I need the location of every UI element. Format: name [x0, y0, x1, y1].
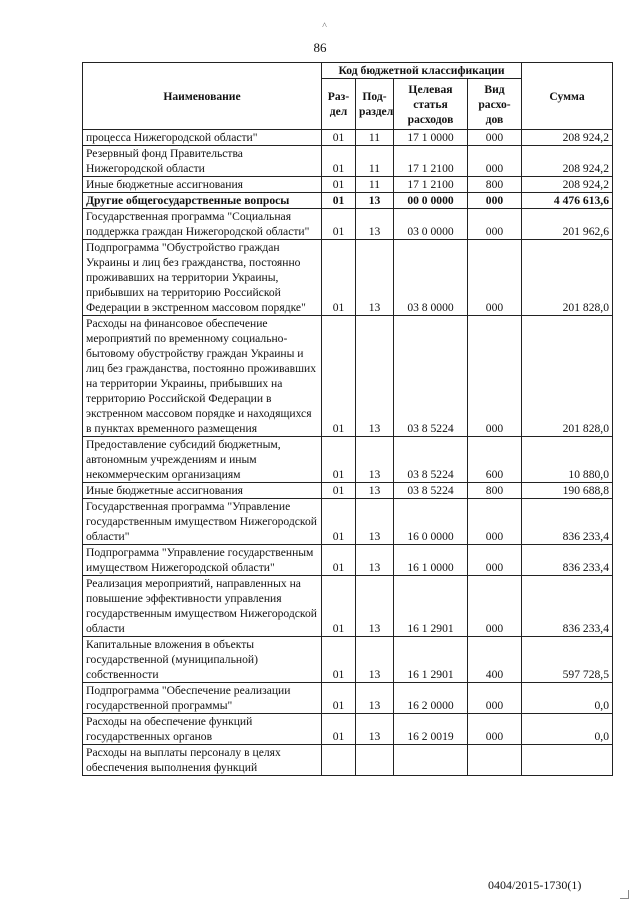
cell-sum: 10 880,0 [522, 437, 613, 483]
cell-sum: 836 233,4 [522, 576, 613, 637]
page-number: 86 [313, 40, 327, 55]
cell-name: Иные бюджетные ассигнования [83, 177, 322, 193]
cell-podrazdel: 13 [356, 714, 394, 745]
cell-razdel: 01 [322, 316, 356, 437]
cell-razdel: 01 [322, 683, 356, 714]
cell-razdel: 01 [322, 437, 356, 483]
cell-vid: 600 [468, 437, 522, 483]
cell-podrazdel: 13 [356, 240, 394, 316]
cell-name: Иные бюджетные ассигнования [83, 483, 322, 499]
cell-target: 03 8 5224 [394, 483, 468, 499]
table-row [83, 637, 613, 683]
header-razdel: Раз- дел [322, 79, 356, 130]
cell-target [394, 745, 468, 776]
cell-podrazdel: 11 [356, 146, 394, 177]
header-name: Наименование [83, 63, 322, 130]
cell-vid: 000 [468, 576, 522, 637]
cell-vid [468, 745, 522, 776]
cell-name: Государственная программа "Социальная поддержка граждан Нижегородской области" [83, 209, 322, 240]
table-body [83, 130, 613, 776]
cell-razdel: 01 [322, 146, 356, 177]
table-row [83, 714, 613, 745]
cell-vid: 000 [468, 316, 522, 437]
table-row [83, 193, 613, 209]
cell-sum: 4 476 613,6 [522, 193, 613, 209]
cell-target: 16 1 2901 [394, 576, 468, 637]
cell-sum: 208 924,2 [522, 146, 613, 177]
cell-podrazdel: 13 [356, 637, 394, 683]
cell-name: Подпрограмма "Обустройство граждан Украины и лиц без гражданства, постоянно проживавших на территории Украины, прибывших на территорию Российской Федерации в экстренном массовом порядке" [83, 240, 322, 316]
cell-vid: 000 [468, 545, 522, 576]
cell-name: Расходы на выплаты персоналу в целях обеспечения выполнения функций [83, 745, 322, 776]
cell-target: 03 8 5224 [394, 437, 468, 483]
cell-vid: 000 [468, 146, 522, 177]
cell-vid: 000 [468, 130, 522, 146]
table-row [83, 209, 613, 240]
cell-name: процесса Нижегородской области" [83, 130, 322, 146]
cell-razdel: 01 [322, 637, 356, 683]
table-row [83, 146, 613, 177]
cell-razdel [322, 745, 356, 776]
table-row [83, 437, 613, 483]
document-code: 0404/2015-1730(1) [488, 878, 582, 892]
scan-mark: ˄ [322, 20, 328, 30]
corner-mark [620, 890, 629, 899]
cell-target: 16 0 0000 [394, 499, 468, 545]
header-sum: Сумма [522, 63, 613, 130]
table-row [83, 240, 613, 316]
cell-sum: 201 828,0 [522, 316, 613, 437]
header-code-group: Код бюджетной классификации [322, 63, 522, 79]
cell-sum: 836 233,4 [522, 499, 613, 545]
cell-sum: 201 828,0 [522, 240, 613, 316]
cell-name: Другие общегосударственные вопросы [83, 193, 322, 209]
cell-vid: 000 [468, 240, 522, 316]
cell-razdel: 01 [322, 130, 356, 146]
cell-target: 03 0 0000 [394, 209, 468, 240]
cell-vid: 000 [468, 193, 522, 209]
cell-sum [522, 745, 613, 776]
cell-razdel: 01 [322, 177, 356, 193]
table-row [83, 316, 613, 437]
cell-sum: 208 924,2 [522, 177, 613, 193]
cell-podrazdel: 13 [356, 316, 394, 437]
cell-name: Предоставление субсидий бюджетным, автономным учреждениям и иным некоммерческим организациям [83, 437, 322, 483]
cell-target: 03 8 5224 [394, 316, 468, 437]
cell-podrazdel: 13 [356, 209, 394, 240]
cell-podrazdel: 13 [356, 499, 394, 545]
cell-name: Расходы на финансовое обеспечение мероприятий по временному социально-бытовому обустройству граждан Украины и лиц без гражданства, постоянно проживавших на территории Украины, прибывших на территорию Российской Федерации в экстренном массовом порядке и находящихся в пунктах временного размещения [83, 316, 322, 437]
cell-target: 17 1 2100 [394, 177, 468, 193]
cell-podrazdel: 11 [356, 177, 394, 193]
cell-name: Реализация мероприятий, направленных на повышение эффективности управления государственным имуществом Нижегородской области [83, 576, 322, 637]
cell-target: 00 0 0000 [394, 193, 468, 209]
cell-sum: 836 233,4 [522, 545, 613, 576]
cell-podrazdel: 13 [356, 193, 394, 209]
cell-razdel: 01 [322, 209, 356, 240]
table-row [83, 576, 613, 637]
cell-sum: 0,0 [522, 683, 613, 714]
cell-name: Подпрограмма "Управление государственным имуществом Нижегородской области" [83, 545, 322, 576]
cell-sum: 208 924,2 [522, 130, 613, 146]
cell-target: 16 1 0000 [394, 545, 468, 576]
cell-podrazdel: 13 [356, 437, 394, 483]
cell-target: 16 2 0000 [394, 683, 468, 714]
cell-vid: 000 [468, 499, 522, 545]
cell-razdel: 01 [322, 483, 356, 499]
table-row [83, 483, 613, 499]
cell-razdel: 01 [322, 576, 356, 637]
cell-sum: 597 728,5 [522, 637, 613, 683]
cell-name: Капитальные вложения в объекты государственной (муниципальной) собственности [83, 637, 322, 683]
cell-sum: 190 688,8 [522, 483, 613, 499]
cell-podrazdel: 13 [356, 545, 394, 576]
header-target: Целевая статья расходов [394, 79, 468, 130]
cell-razdel: 01 [322, 545, 356, 576]
cell-razdel: 01 [322, 240, 356, 316]
cell-razdel: 01 [322, 193, 356, 209]
cell-vid: 000 [468, 683, 522, 714]
table-row [83, 545, 613, 576]
header-row-1 [83, 63, 613, 79]
cell-name: Резервный фонд Правительства Нижегородской области [83, 146, 322, 177]
cell-razdel: 01 [322, 499, 356, 545]
cell-podrazdel: 13 [356, 576, 394, 637]
cell-name: Расходы на обеспечение функций государственных органов [83, 714, 322, 745]
cell-podrazdel [356, 745, 394, 776]
table-row [83, 745, 613, 776]
table-row [83, 177, 613, 193]
cell-podrazdel: 13 [356, 683, 394, 714]
cell-vid: 000 [468, 209, 522, 240]
header-podrazdel: Под- раздел [356, 79, 394, 130]
cell-razdel: 01 [322, 714, 356, 745]
table-row [83, 130, 613, 146]
cell-name: Подпрограмма "Обеспечение реализации государственной программы" [83, 683, 322, 714]
cell-vid: 800 [468, 177, 522, 193]
cell-target: 16 1 2901 [394, 637, 468, 683]
table-row [83, 499, 613, 545]
cell-podrazdel: 13 [356, 483, 394, 499]
header-vid: Вид расхо- дов [468, 79, 522, 130]
cell-podrazdel: 11 [356, 130, 394, 146]
cell-target: 16 2 0019 [394, 714, 468, 745]
cell-vid: 000 [468, 714, 522, 745]
cell-target: 03 8 0000 [394, 240, 468, 316]
cell-vid: 800 [468, 483, 522, 499]
table-row [83, 683, 613, 714]
cell-vid: 400 [468, 637, 522, 683]
cell-target: 17 1 0000 [394, 130, 468, 146]
budget-table [82, 62, 613, 776]
cell-sum: 0,0 [522, 714, 613, 745]
cell-target: 17 1 2100 [394, 146, 468, 177]
cell-name: Государственная программа "Управление государственным имуществом Нижегородской области" [83, 499, 322, 545]
cell-sum: 201 962,6 [522, 209, 613, 240]
